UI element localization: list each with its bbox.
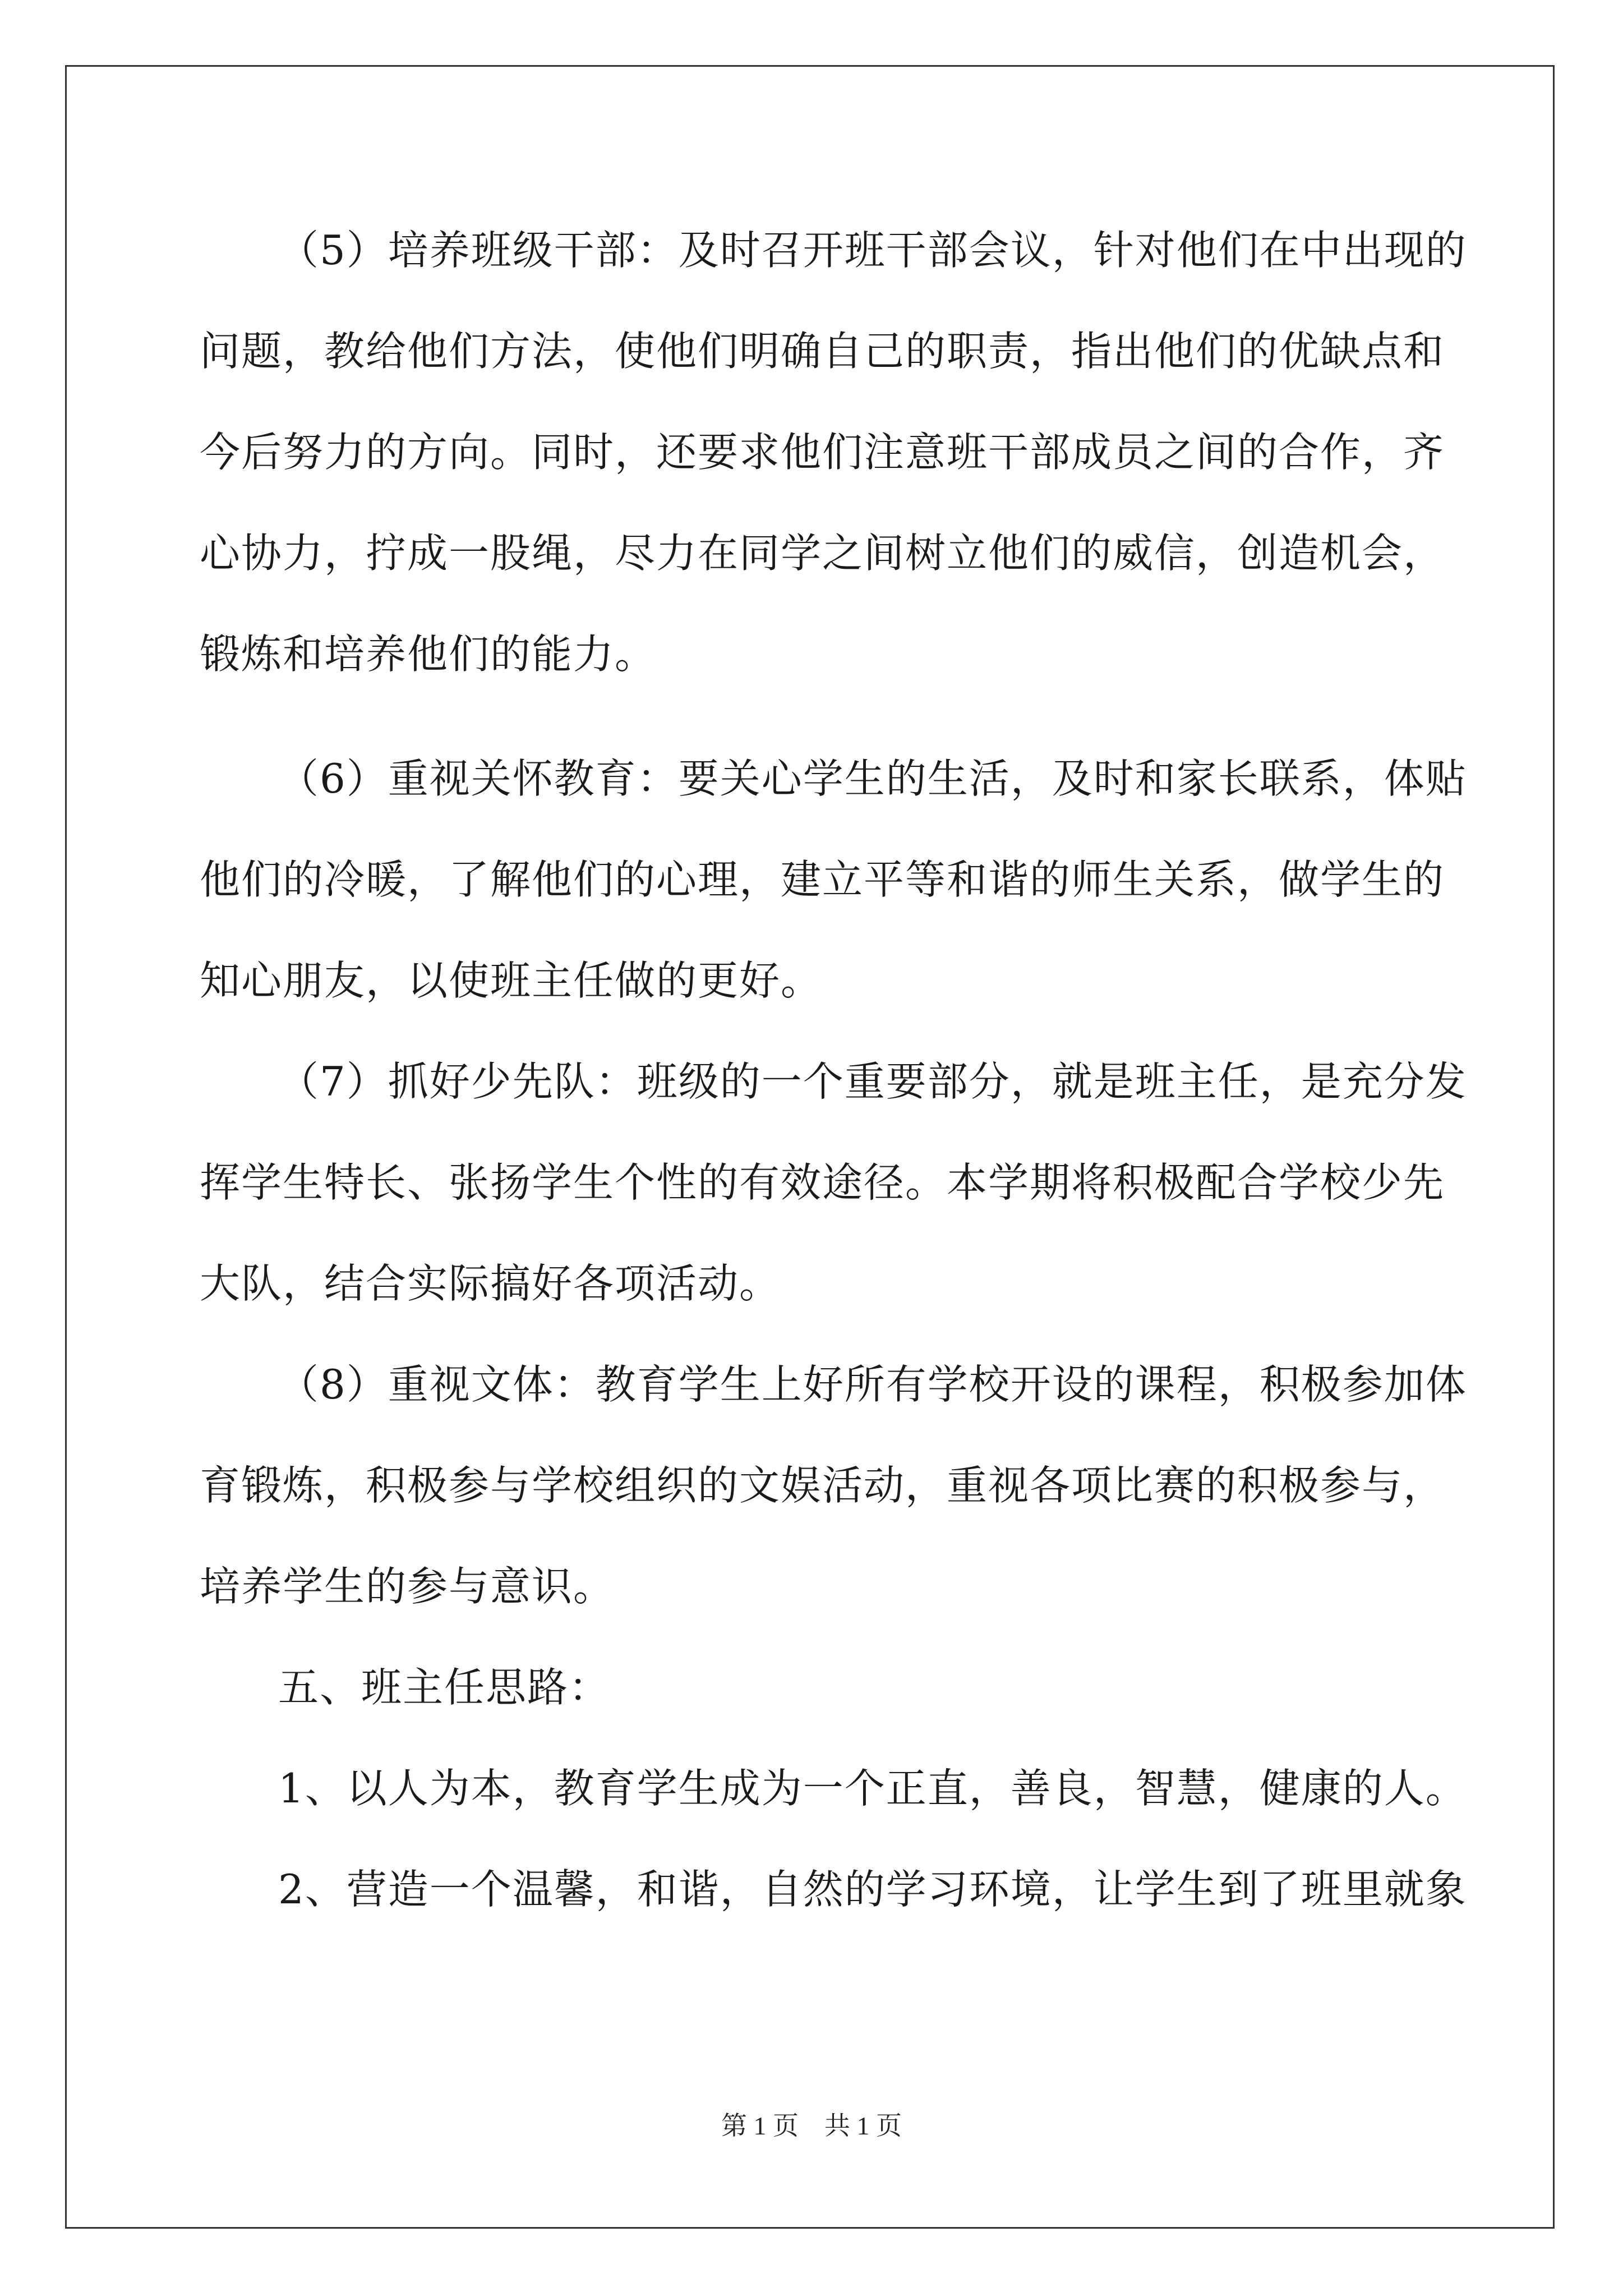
paragraph-5-line-1: （5）培养班级干部：及时召开班干部会议，针对他们在中出现的 bbox=[278, 227, 1467, 274]
paragraph-7-line-1: （7）抓好少先队：班级的一个重要部分，就是班主任，是充分发 bbox=[278, 1058, 1467, 1105]
paragraph-8-line-2: 育锻炼，积极参与学校组织的文娱活动，重视各项比赛的积极参与， bbox=[200, 1462, 1445, 1509]
paragraph-8-line-1: （8）重视文体：教育学生上好所有学校开设的课程，积极参加体 bbox=[278, 1361, 1467, 1408]
paragraph-6-line-2: 他们的冷暖，了解他们的心理，建立平等和谐的师生关系，做学生的 bbox=[200, 856, 1445, 903]
paragraph-5-line-3: 今后努力的方向。同时，还要求他们注意班干部成员之间的合作，齐 bbox=[200, 429, 1445, 476]
list-item-1: 1、以人为本，教育学生成为一个正直，善良，智慧，健康的人。 bbox=[278, 1765, 1467, 1812]
paragraph-6-line-3: 知心朋友，以使班主任做的更好。 bbox=[200, 957, 823, 1004]
list-item-2: 2、营造一个温馨，和谐，自然的学习环境，让学生到了班里就象 bbox=[278, 1866, 1467, 1913]
section-heading-5: 五、班主任思路： bbox=[278, 1664, 611, 1711]
paragraph-5-line-2: 问题，教给他们方法，使他们明确自己的职责，指出他们的优缺点和 bbox=[200, 328, 1445, 375]
paragraph-7-line-2: 挥学生特长、张扬学生个性的有效途径。本学期将积极配合学校少先 bbox=[200, 1159, 1445, 1206]
paragraph-5-line-5: 锻炼和培养他们的能力。 bbox=[200, 631, 657, 678]
paragraph-5-line-4: 心协力，拧成一股绳，尽力在同学之间树立他们的威信，创造机会， bbox=[200, 530, 1445, 577]
page-footer: 第 1 页 共 1 页 bbox=[721, 2111, 902, 2140]
paragraph-7-line-3: 大队，结合实际搞好各项活动。 bbox=[200, 1260, 781, 1307]
paragraph-6-line-1: （6）重视关怀教育：要关心学生的生活，及时和家长联系，体贴 bbox=[278, 755, 1467, 802]
paragraph-8-line-3: 培养学生的参与意识。 bbox=[200, 1563, 615, 1610]
